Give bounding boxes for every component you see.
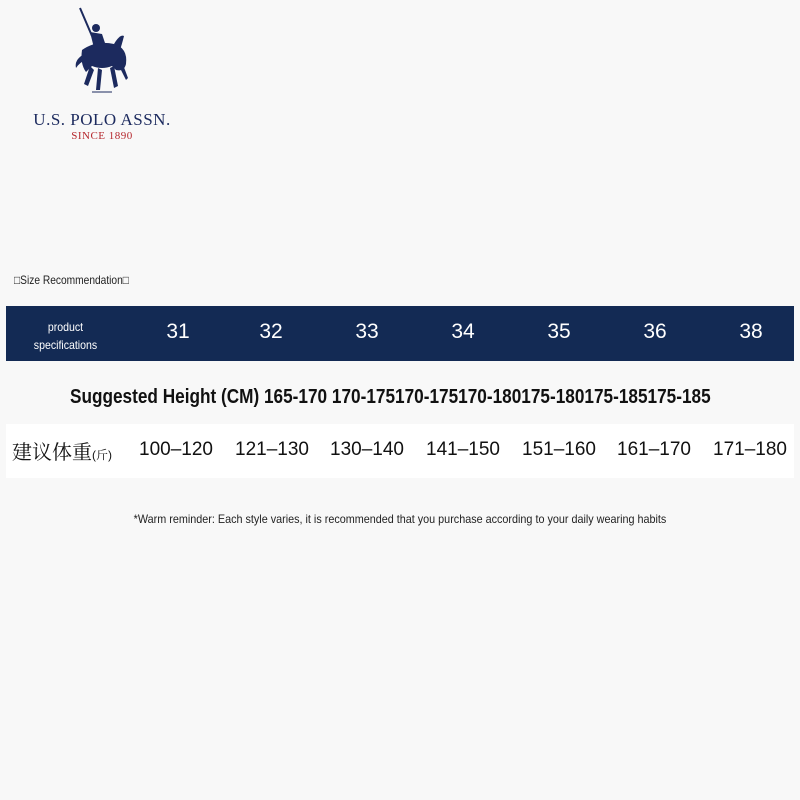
weight-value: 171–180 bbox=[713, 439, 787, 460]
weight-value: 151–160 bbox=[522, 439, 596, 460]
weight-unit: (斤) bbox=[92, 448, 112, 462]
brand-since: SINCE 1890 bbox=[71, 130, 133, 142]
height-value: 175-180 bbox=[521, 386, 585, 408]
polo-player-icon bbox=[62, 6, 142, 106]
brand-logo bbox=[22, 6, 182, 146]
height-value: 170-175 bbox=[331, 386, 396, 408]
size-cell: 38 bbox=[739, 320, 763, 343]
weight-label-text: 建议体重 bbox=[12, 442, 92, 464]
height-value: 175-185 bbox=[647, 386, 711, 408]
size-cell: 34 bbox=[451, 320, 475, 343]
warm-reminder: *Warm reminder: Each style varies, it is recommended that you purchase according to your daily wearing habits bbox=[133, 512, 667, 526]
weight-value: 130–140 bbox=[330, 439, 404, 460]
weight-value: 100–120 bbox=[139, 439, 213, 460]
weight-label bbox=[12, 436, 112, 465]
header-label bbox=[24, 318, 108, 354]
header-label-line1: product bbox=[47, 320, 84, 334]
weight-value: 161–170 bbox=[617, 439, 691, 460]
weight-value: 121–130 bbox=[235, 439, 309, 460]
size-cell: 35 bbox=[547, 320, 571, 343]
height-label: Suggested Height (CM) bbox=[70, 386, 260, 408]
weight-value: 141–150 bbox=[426, 439, 500, 460]
size-cell: 33 bbox=[355, 320, 379, 343]
section-title: □Size Recommendation□ bbox=[14, 273, 129, 287]
brand-name: U.S. POLO ASSN. bbox=[33, 110, 171, 129]
height-value: 170-180 bbox=[458, 386, 522, 408]
height-row bbox=[70, 386, 711, 409]
size-cell: 31 bbox=[166, 320, 190, 343]
header-label-line2: specifications bbox=[33, 338, 98, 352]
size-cell: 36 bbox=[643, 320, 667, 343]
height-value: 165-170 bbox=[263, 386, 328, 408]
height-value: 175-185 bbox=[584, 386, 648, 408]
size-cell: 32 bbox=[259, 320, 283, 343]
weight-row bbox=[6, 424, 794, 478]
size-header-row bbox=[6, 306, 794, 361]
height-value: 170-175 bbox=[395, 386, 459, 408]
